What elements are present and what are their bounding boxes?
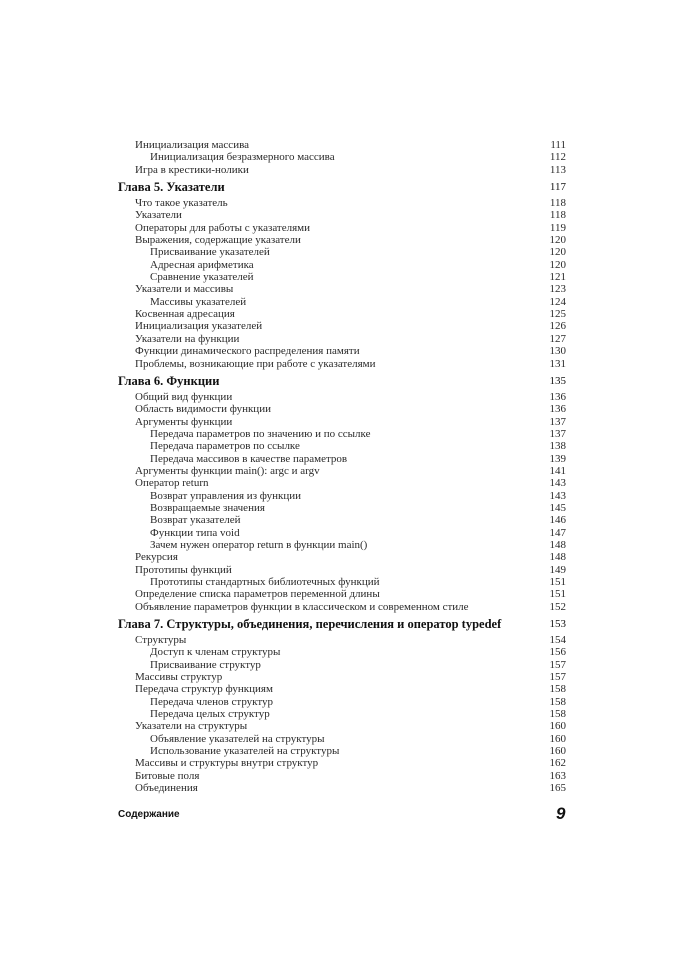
toc-entry-page: 136 [549, 403, 566, 416]
toc-entry-page: 158 [549, 695, 566, 708]
toc-entry-page: 118 [549, 209, 566, 222]
toc-entry-page: 121 [549, 271, 566, 284]
toc-entry [118, 770, 566, 782]
toc-entry [118, 733, 566, 745]
toc-entry-title: Что такое указатель [135, 197, 228, 210]
toc-entry-page: 156 [549, 646, 566, 659]
toc-entry-title: Структуры [135, 634, 187, 647]
toc-entry [118, 139, 566, 151]
toc-entry [118, 234, 566, 246]
toc-entry-title: Указатели на структуры [135, 720, 248, 733]
toc-entry [118, 259, 566, 271]
toc-entry-page: 111 [550, 139, 566, 151]
toc-entry-page: 146 [549, 514, 566, 527]
toc-entry-page: 151 [549, 588, 566, 601]
toc-entry-title: Косвенная адресация [135, 308, 235, 321]
toc-entry [118, 634, 566, 646]
toc-entry-page: 119 [549, 221, 566, 234]
toc-entry-title: Инициализация указателей [135, 320, 263, 333]
toc-entry-title: Сравнение указателей [150, 271, 254, 284]
toc-entry [118, 333, 566, 345]
toc-entry [118, 440, 566, 452]
toc-entry [118, 428, 566, 440]
toc-entry-title: Игра в крестики-нолики [135, 163, 249, 176]
toc-entry-page: 126 [549, 320, 566, 333]
toc-entry-title: Использование указателей на структуры [150, 745, 340, 758]
toc-entry [118, 453, 566, 465]
toc-entry-title: Общий вид функции [135, 390, 233, 403]
toc-entry [118, 551, 566, 563]
toc-entry [118, 564, 566, 576]
toc-entry-page: 136 [549, 390, 566, 403]
toc-entry-page: 120 [549, 234, 566, 247]
toc-entry-page: 117 [549, 181, 566, 194]
toc-entry-title: Аргументы функции main(): argc и argv [135, 464, 320, 477]
toc-entry-title: Инициализация массива [135, 139, 250, 151]
toc-entry-title: Массивы указателей [150, 295, 247, 308]
toc-entry-title: Рекурсия [135, 551, 178, 564]
toc-entry-title: Аргументы функции [135, 415, 233, 428]
toc-entry-page: 162 [549, 757, 566, 770]
toc-chapter-heading [118, 180, 566, 194]
toc-entry [118, 683, 566, 695]
toc-entry-page: 157 [549, 671, 566, 684]
toc-entry-title: Указатели [135, 209, 182, 222]
toc-entry-page: 158 [549, 683, 566, 696]
toc-entry [118, 246, 566, 258]
toc-entry-page: 153 [549, 618, 566, 631]
toc-entry-page: 113 [549, 163, 566, 176]
toc-entry-page: 148 [549, 538, 566, 551]
toc-entry-page: 143 [549, 477, 566, 490]
toc-entry-page: 149 [549, 563, 566, 576]
toc-entry [118, 708, 566, 720]
toc-entry-title: Функции динамического распределения памяти [135, 345, 360, 358]
toc-entry [118, 271, 566, 283]
toc-entry-title: Прототипы функций [135, 563, 232, 576]
toc-entry [118, 527, 566, 539]
toc-entry-title: Возвращаемые значения [150, 501, 265, 514]
toc-entry-title: Возврат управления из функции [150, 489, 302, 502]
toc-entry-title: Возврат указателей [150, 514, 241, 527]
toc-entry-title: Передача параметров по значению и по ссылке [150, 427, 371, 440]
toc-entry [118, 490, 566, 502]
toc-entry-page: 137 [549, 427, 566, 440]
toc-entry-title: Зачем нужен оператор return в функции main() [150, 538, 368, 551]
toc-entry-page: 120 [549, 246, 566, 259]
toc-entry-title: Объявление указателей на структуры [150, 732, 325, 745]
toc-entry [118, 514, 566, 526]
toc-entry [118, 209, 566, 221]
toc-entry-title: Массивы структур [135, 671, 223, 684]
toc-entry-title: Проблемы, возникающие при работе с указателями [135, 357, 376, 370]
toc-entry-title: Глава 6. Функции [118, 373, 220, 388]
toc-entry-page: 120 [549, 258, 566, 271]
toc-entry-page: 158 [549, 708, 566, 721]
toc-chapter-heading [118, 374, 566, 388]
toc-entry-page: 125 [549, 308, 566, 321]
toc-entry-title: Оператор return [135, 477, 209, 490]
toc-entry-title: Инициализация безразмерного массива [150, 151, 335, 164]
toc-entry-page: 138 [549, 440, 566, 453]
toc-entry-page: 147 [549, 526, 566, 539]
toc-entry-title: Глава 7. Структуры, объединения, перечисления и оператор typedef [118, 617, 502, 632]
toc-entry [118, 696, 566, 708]
toc-entry-title: Объявление параметров функции в классическом и современном стиле [135, 600, 469, 613]
toc-entry [118, 671, 566, 683]
toc-entry-page: 160 [549, 720, 566, 733]
toc-entry-title: Массивы и структуры внутри структур [135, 757, 319, 770]
toc-entry-title: Указатели на функции [135, 332, 240, 345]
toc-entry-title: Передача членов структур [150, 695, 274, 708]
toc-entry-title: Определение списка параметров переменной длины [135, 588, 380, 601]
toc-entry-page: 163 [549, 769, 566, 782]
toc-entry [118, 391, 566, 403]
toc-entry [118, 465, 566, 477]
toc-entry-page: 130 [549, 345, 566, 358]
toc-entry-title: Объединения [135, 782, 198, 795]
toc-entry [118, 601, 566, 613]
toc-entry-title: Передача массивов в качестве параметров [150, 452, 348, 465]
toc-entry-page: 143 [549, 489, 566, 502]
toc-entry [118, 283, 566, 295]
toc-entry [118, 745, 566, 757]
toc-entry [118, 576, 566, 588]
toc-entry [118, 345, 566, 357]
running-footer-title: Содержание [118, 809, 180, 820]
toc-entry-title: Глава 5. Указатели [118, 180, 225, 195]
toc-entry-page: 152 [549, 600, 566, 613]
toc-entry [118, 782, 566, 794]
toc-entry-title: Передача параметров по ссылке [150, 440, 300, 453]
toc-entry-page: 123 [549, 283, 566, 296]
toc-entry-title: Адресная арифметика [150, 258, 254, 271]
toc-entry-title: Битовые поля [135, 769, 200, 782]
toc-entry [118, 588, 566, 600]
toc-entry-page: 124 [549, 295, 566, 308]
toc-entry-page: 127 [549, 332, 566, 345]
toc-entry [118, 416, 566, 428]
toc-entry-page: 160 [549, 732, 566, 745]
toc-entry [118, 403, 566, 415]
toc-entry [118, 358, 566, 370]
toc-entry-page: 139 [549, 452, 566, 465]
toc-entry [118, 659, 566, 671]
toc-entry-title: Передача структур функциям [135, 683, 273, 696]
toc-entry [118, 222, 566, 234]
toc-entry-title: Присваивание указателей [150, 246, 270, 259]
toc-chapter-heading [118, 617, 566, 631]
toc-entry [118, 646, 566, 658]
toc-entry-title: Операторы для работы с указателями [135, 221, 311, 234]
toc-entry [118, 757, 566, 769]
toc-entry [118, 197, 566, 209]
toc-entry-page: 160 [549, 745, 566, 758]
toc-entry-title: Передача целых структур [150, 708, 270, 721]
toc-entry-title: Функции типа void [150, 526, 240, 539]
toc-entry-title: Доступ к членам структуры [150, 646, 281, 659]
toc-entry-page: 135 [549, 374, 566, 387]
toc-entry [118, 539, 566, 551]
toc-entry [118, 320, 566, 332]
toc-entry-page: 165 [549, 782, 566, 795]
toc-entry-page: 112 [549, 151, 566, 164]
toc-entry [118, 151, 566, 163]
toc-entry-page: 154 [549, 634, 566, 647]
table-of-contents [118, 139, 566, 795]
toc-entry [118, 164, 566, 176]
page-number: 9 [556, 804, 566, 823]
toc-entry [118, 502, 566, 514]
toc-entry-page: 157 [549, 658, 566, 671]
toc-entry-page: 141 [549, 464, 566, 477]
toc-entry-page: 137 [549, 415, 566, 428]
toc-entry [118, 308, 566, 320]
toc-entry-title: Указатели и массивы [135, 283, 234, 296]
toc-entry-title: Область видимости функции [135, 403, 271, 416]
toc-entry-title: Присваивание структур [150, 658, 261, 671]
toc-entry [118, 296, 566, 308]
toc-entry-page: 148 [549, 551, 566, 564]
toc-entry-page: 131 [549, 357, 566, 370]
toc-entry [118, 720, 566, 732]
toc-entry-page: 151 [549, 576, 566, 588]
toc-entry-title: Выражения, содержащие указатели [135, 234, 301, 247]
toc-entry-page: 118 [549, 197, 566, 210]
toc-entry-page: 145 [549, 501, 566, 514]
toc-entry [118, 477, 566, 489]
toc-entry-title: Прототипы стандартных библиотечных функций [150, 576, 380, 588]
